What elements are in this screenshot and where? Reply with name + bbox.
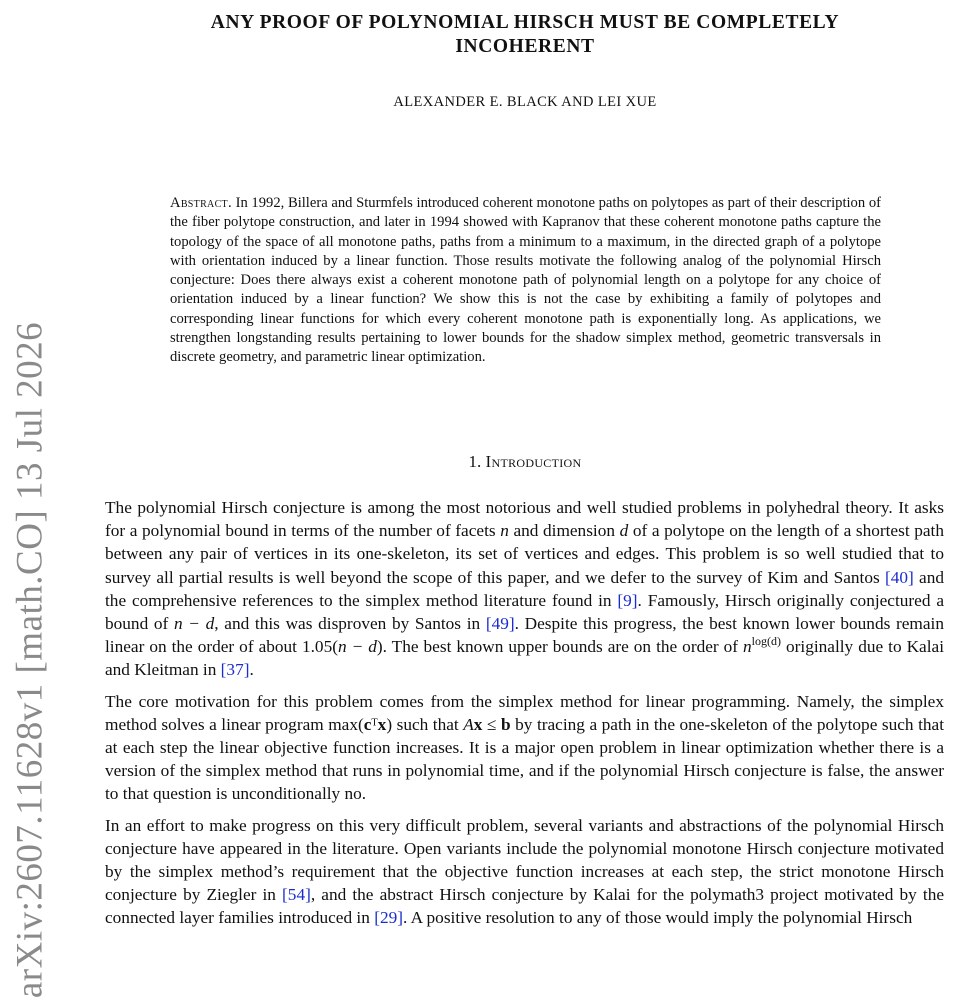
citation-link[interactable]: [54] [282,885,311,905]
math-c-vector: c [363,714,372,734]
text-run: The polynomial Hirsch conjecture is among the most notorious and well studied problems in polyhedral theory. It asks for a polynomial bound in terms of the number of facets [105,498,944,541]
citation-link[interactable]: [9] [617,590,638,610]
paper-title [120,11,930,59]
section-title: Introduction [485,452,582,471]
math-leq: ≤ [482,714,501,734]
arxiv-identifier: arXiv:2607.11628v1 [math.CO] 13 Jul 2026 [9,321,51,999]
text-run: , and this was disproven by Santos in [214,614,486,634]
citation-link[interactable]: [40] [884,567,914,587]
section-heading [120,452,930,472]
text-run: In an effort to make progress on this very difficult problem, several variants and abstractions of the polynomial Hirsch conjecture have appeared in the literature. Open variants include the polynomial monotone Hirsch conjecture motivated by the simplex method’s requirement that the objective function increases at each step, the strict monotone Hirsch conjecture by Ziegler in [105,815,944,905]
math-exponent: log(d) [751,634,781,649]
math-n: n [743,637,752,657]
math-n-minus-d: n − d [173,614,215,634]
paragraph-3 [105,814,944,930]
text-run: and dimension [508,521,620,541]
math-x-vector: x [473,714,483,734]
body-text [105,496,944,938]
paper-authors: ALEXANDER E. BLACK AND LEI XUE [393,94,657,110]
math-x-vector: x [377,714,387,734]
abstract [170,194,881,368]
text-run: and the comprehensive references to the simplex method literature found in [105,567,944,610]
text-run: . A positive resolution to any of those would imply the polynomial Hirsch [403,908,913,928]
text-run: ). The best known upper bounds are on the order of [376,637,744,657]
math-a-matrix: A [463,714,474,734]
abstract-text: In 1992, Billera and Sturmfels introduced coherent monotone paths on polytopes as part of their description of the fiber polytope construction, and later in 1994 showed with Kapranov that these coherent monotone paths capture the topology of the space of all monotone paths, paths from a minimum to a maximum, in the directed graph of a polytope with orientation induced by a linear function. Those results motivate the following analog of the polynomial Hirsch conjecture: Does there always exist a coherent monotone path of polynomial length on a polytope for any choice of orientation induced by a linear function? We show this is not the case by exhibiting a family of polytopes and corresponding linear functions for which every coherent monotone path is exponentially long. As applications, we strengthen longstanding results pertaining to lower bounds for the shadow simplex method, geometric transversals in discrete geometry, and parametric linear optimization. [170,195,881,366]
text-run: The core motivation for this problem comes from the simplex method for linear programming. Namely, the simplex method solves a linear program max( [105,691,944,734]
citation-link[interactable]: [49] [485,614,515,634]
text-run: . Famously, Hirsch originally conjectured a bound of [105,590,944,634]
title-line-2: INCOHERENT [455,36,595,57]
arxiv-sidebar [4,321,56,999]
text-run: . [249,660,254,680]
text-run: by tracing a path in the one-skeleton of the polytope such that at each step the linear objective function increases. It is a major open problem in linear optimization whether there is a version of the simplex method that runs in polynomial time, and if the polynomial Hirsch conjecture is false, the answer to that question is unconditionally no. [105,714,945,804]
math-n-minus-d: n − d [337,637,377,657]
paragraph-2 [105,690,944,806]
section-number: 1. [468,452,482,471]
abstract-label: Abstract. [170,195,232,211]
math-b-vector: b [500,714,511,734]
text-run: ) such that [386,714,464,734]
math-d: d [619,521,629,541]
text-run: originally due to Kalai and Kleitman in [105,637,944,680]
text-run: . Despite this progress, the best known lower bounds remain linear on the order of about 1.05( [105,614,944,657]
citation-link[interactable]: [29] [374,908,403,928]
paragraph-1 [105,496,944,682]
text-run: of a polytope on the length of a shortest path between any pair of vertices in its one-skeleton, its set of vertices and edges. This problem is so well studied that to survey all partial results is well beyond the scope of this paper, and we defer to the survey of Kim and Santos [105,521,944,587]
citation-link[interactable]: [37] [220,660,250,680]
math-transpose: ᵀ [371,714,378,734]
text-run: , and the abstract Hirsch conjecture by Kalai for the polymath3 project motivated by the connected layer families introduced in [105,885,944,928]
math-n: n [500,521,509,541]
title-line-1: ANY PROOF OF POLYNOMIAL HIRSCH MUST BE COMPLETELY [210,12,840,33]
